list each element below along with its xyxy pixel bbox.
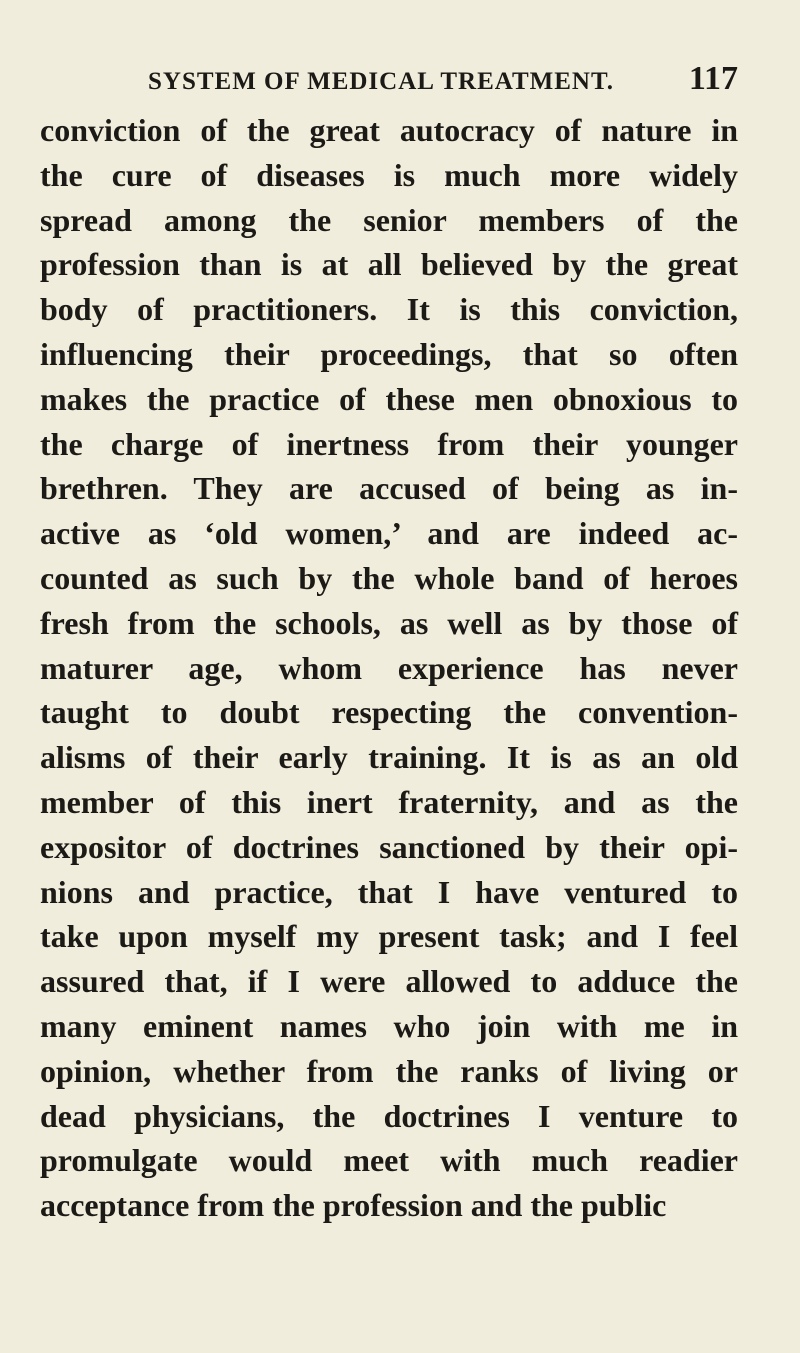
text-line: brethren. They are accused of being as in- xyxy=(40,470,738,507)
text-line: nions and practice, that I have ventured to xyxy=(40,873,738,910)
text-line: maturer age, whom experience has never xyxy=(40,649,738,686)
text-line: active as ‘old women,’ and are indeed ac- xyxy=(40,515,738,552)
text-line: opinion, whether from the ranks of living or xyxy=(40,1052,738,1089)
text-line: the cure of diseases is much more widely xyxy=(40,156,738,193)
text-line: dead physicians, the doctrines I venture to xyxy=(40,1097,738,1134)
text-line: promulgate would meet with much readier xyxy=(40,1142,738,1179)
text-line: profession than is at all believed by the great xyxy=(40,246,738,283)
text-line: fresh from the schools, as well as by those of xyxy=(40,604,738,641)
page-header xyxy=(40,60,738,110)
text-line: taught to doubt respecting the convention- xyxy=(40,694,738,731)
text-line: acceptance from the profession and the public xyxy=(40,1187,667,1224)
text-line: spread among the senior members of the xyxy=(40,201,738,238)
text-line: assured that, if I were allowed to adduce the xyxy=(40,963,738,1000)
running-head: SYSTEM OF MEDICAL TREATMENT. xyxy=(148,68,615,95)
text-line: expositor of doctrines sanctioned by their opi- xyxy=(40,828,738,865)
text-line: member of this inert fraternity, and as the xyxy=(40,783,738,820)
text-line: counted as such by the whole band of heroes xyxy=(40,559,738,596)
text-line: the charge of inertness from their younger xyxy=(40,425,738,462)
text-line: makes the practice of these men obnoxious to xyxy=(40,380,738,417)
text-line: alisms of their early training. It is as an old xyxy=(40,739,738,776)
text-line: many eminent names who join with me in xyxy=(40,1007,738,1044)
text-line: take upon myself my present task; and I feel xyxy=(40,918,738,955)
text-line: body of practitioners. It is this conviction, xyxy=(40,291,738,328)
page-number: 117 xyxy=(688,60,738,97)
text-line: influencing their proceedings, that so often xyxy=(40,335,738,372)
body-text xyxy=(40,108,738,1228)
text-line: conviction of the great autocracy of nature in xyxy=(40,112,738,148)
